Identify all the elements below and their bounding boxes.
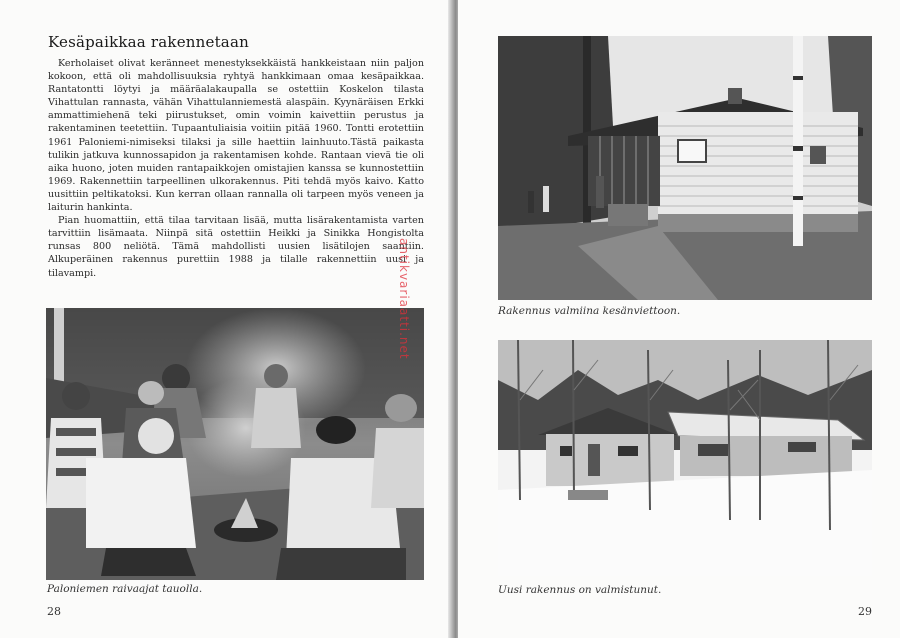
paragraph-2: Pian huomattiin, että tilaa tarvitaan lisää, mutta lisärakentamista varten tarvittiin lisämaata. Niinpä sitä ostettiin Heikki ja Sinikka Hongistolta runsas 800 neliötä. Tämä mahdollisti uusien lisätilojen saantiin. Alkuperäinen rakennus purettiin 1988 ja tilalle rakennettiin uusi ja tilavampi.	[48, 215, 424, 279]
right-page	[458, 0, 900, 638]
page-heading: Kesäpaikkaa rakennetaan	[48, 33, 249, 51]
right-page-number: 29	[858, 605, 872, 618]
summer-house-caption: Rakennus valmiina kesänviettoon.	[498, 305, 681, 317]
summer-house-photo	[498, 36, 872, 300]
body-text	[48, 57, 424, 280]
winter-house-photo	[498, 340, 872, 576]
paragraph-1: Kerholaiset olivat keränneet menestyksekkäistä hankkeistaan niin paljon kokoon, että oli mahdollisuuksia ryhtyä hankkimaan omaa kesäpaikkaa. Rantatontti löytyi ja määräalakaupalla se ostettiin Koskelon tilasta Vihattulan rannasta, vähän Vihattulanniemestä alaspäin. Kyynäräisen Erkki ammattimiehenä teki piirustukset, omin voimin kaivettiin perustus ja rakentaminen teetettiin. Tupaantuliaisia voitiin pitää 1960. Tontti erotettiin 1961 Paloniemi-nimiseksi tilaksi ja sille haettiin lainhuuto.Tästä paikasta tulikin jatkuva kunnossapidon ja rakentamisen kohde. Rantaan vievä tie oli aika huono, joten muiden rantapaikkojen omistajien kanssa se kunnostettiin 1969. Rakennettiin tarpeellinen ulkorakennus. Piti tehdä myös kaivo. Katto uusittiin peltikatoksi. Kun kerran ollaan rannalla oli tarpeen myös veneen ja laiturin hankinta.	[48, 58, 424, 214]
campfire-photo-image	[46, 308, 424, 580]
watermark: antikvariaatti.net	[397, 238, 411, 360]
left-page-number: 28	[47, 605, 61, 618]
summer-house-image	[498, 36, 872, 300]
winter-house-image	[498, 340, 872, 576]
campfire-photo	[46, 308, 424, 580]
campfire-caption: Paloniemen raivaajat tauolla.	[47, 583, 203, 595]
winter-house-caption: Uusi rakennus on valmistunut.	[498, 584, 662, 596]
